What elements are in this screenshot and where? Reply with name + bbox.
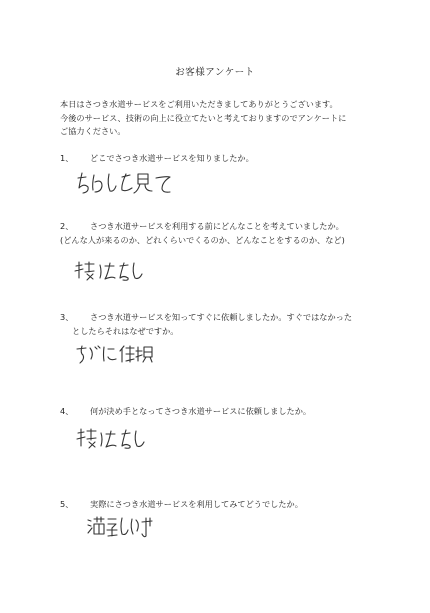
question-text: さつき水道サービスを知ってすぐに依頼しましたか。すぐではなかった xyxy=(90,312,353,322)
question-number: 5、 xyxy=(60,499,74,509)
intro-line: 今後のサービス、技術の向上に役立てたいと考えておりますのでアンケートに xyxy=(60,112,347,123)
handwritten-answer-1 xyxy=(74,170,184,196)
handwriting-signature xyxy=(72,260,152,282)
question-number: 3、 xyxy=(60,312,74,322)
intro-paragraph xyxy=(60,98,380,139)
question-subtext: (どんな人が来るのか、どれくらいでくるのか、どんなことをするのか、など) xyxy=(60,235,345,245)
handwriting-signature xyxy=(86,514,156,540)
question-number: 4、 xyxy=(60,406,74,416)
question-text: 何が決め手となってさつき水道サービスに依頼しましたか。 xyxy=(90,406,312,416)
handwriting-signature xyxy=(74,170,184,196)
handwriting-signature xyxy=(74,427,154,451)
question-text: どこでさつき水道サービスを知りましたか。 xyxy=(90,153,254,163)
handwriting-signature xyxy=(74,343,154,365)
intro-line: ご協力ください。 xyxy=(60,126,126,136)
handwritten-answer-3 xyxy=(74,343,154,365)
question-number: 2、 xyxy=(60,221,74,231)
handwritten-answer-5 xyxy=(86,514,156,540)
page-title: お客様アンケート xyxy=(175,67,255,78)
intro-line: 本日はさつき水道サービスをご利用いただきましてありがとうございます。 xyxy=(60,99,338,109)
question-number: 1、 xyxy=(60,153,74,163)
question-subtext: としたらそれはなぜですか。 xyxy=(72,326,179,336)
handwritten-answer-2 xyxy=(72,260,152,282)
question-text: さつき水道サービスを利用する前にどんなことを考えていましたか。 xyxy=(90,221,344,231)
handwritten-answer-4 xyxy=(74,427,154,451)
question-text: 実際にさつき水道サービスを利用してみてどうでしたか。 xyxy=(90,499,303,509)
